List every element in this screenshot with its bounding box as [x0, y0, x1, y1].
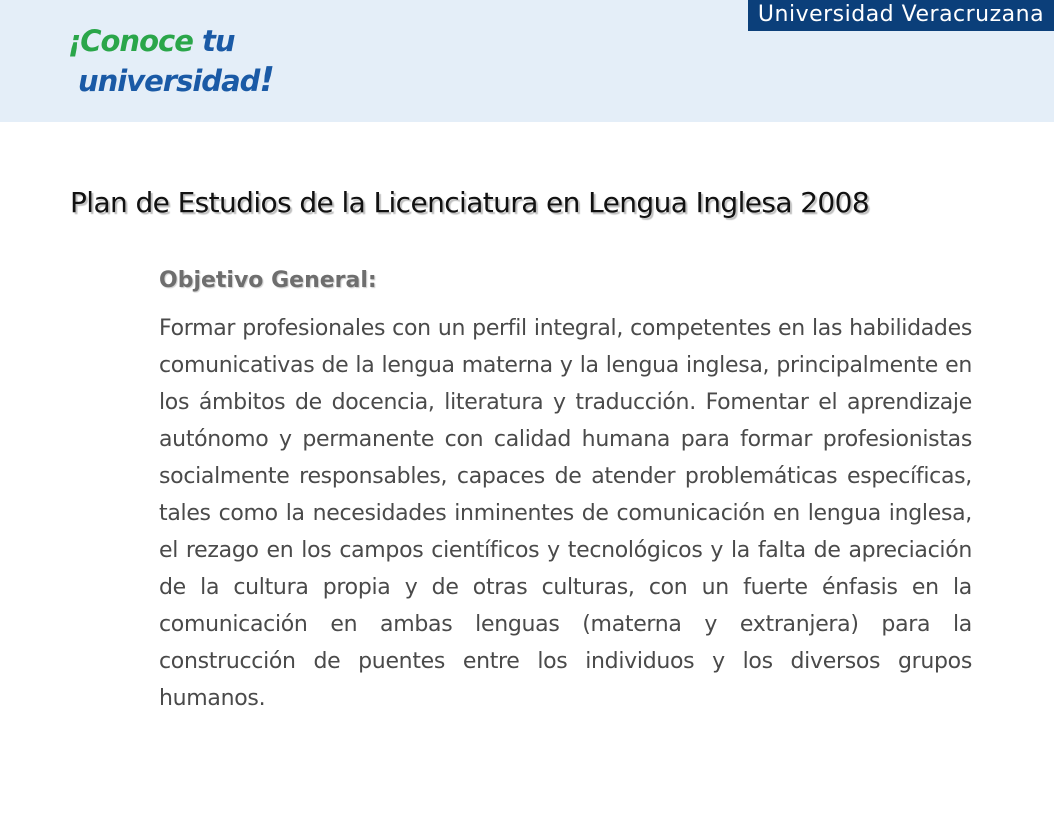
logo-line-1	[68, 24, 234, 58]
objective-paragraph: Formar profesionales con un perfil integral, competentes en las habilidades comunicativas de la lengua materna y la lengua inglesa, principalmente en los ámbitos de docencia, literatura y traducción. Fomentar el aprendizaje autónomo y permanente con calidad humana para formar profesionistas socialmente responsables, capaces de atender problemáticas específicas, tales como la necesidades inminentes de comunicación en lengua inglesa, el rezago en los campos científicos y tecnológicos y la falta de apreciación de la cultura propia y de otras culturas, con un fuerte énfasis en la comunicación en ambas lenguas (materna y extranjera) para la construcción de puentes entre los individuos y los diversos grupos humanos.	[159, 316, 972, 711]
logo-tu-text: tu	[201, 24, 235, 58]
conoce-tu-universidad-logo	[68, 24, 278, 100]
logo-conoce-text: ¡Conoce	[68, 24, 202, 58]
institution-name: Universidad Veracruzana	[757, 2, 1045, 27]
logo-exclamation: !	[259, 60, 274, 100]
logo-line-2	[78, 60, 274, 100]
section-heading: Objetivo General:	[159, 268, 377, 293]
institution-label	[748, 0, 1054, 31]
logo-universidad-text: universidad	[78, 64, 260, 98]
page-title: Plan de Estudios de la Licenciatura en Lengua Inglesa 2008	[70, 186, 870, 219]
